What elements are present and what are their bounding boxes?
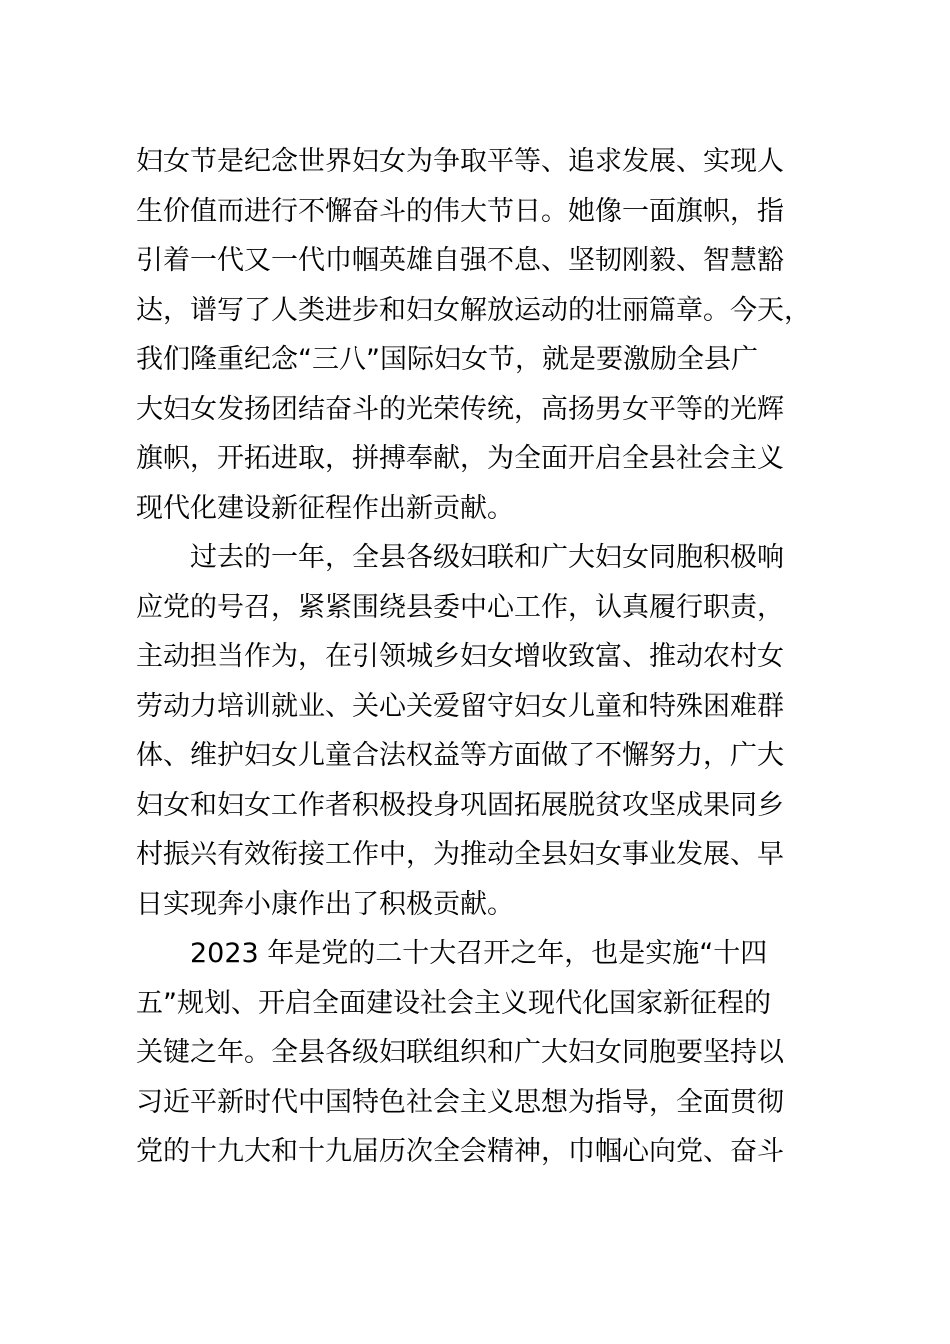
text-line: 主动担当作为，在引领城乡妇女增收致富、推动农村女 [136, 641, 784, 672]
text-line: 党的十九大和十九届历次全会精神，巾帼心向党、奋斗 [136, 1136, 784, 1167]
text-line: 生价值而进行不懈奋斗的伟大节日。她像一面旗帜，指 [136, 195, 784, 227]
text-line: 妇女节是纪念世界妇女为争取平等、追求发展、实现人 [136, 146, 784, 177]
text-line: 习近平新时代中国特色社会主义思想为指导，全面贯彻 [136, 1086, 784, 1118]
text-line: 我们隆重纪念“三八”国际妇女节，就是要激励全县广 [136, 344, 758, 375]
text-line: 旗帜，开拓进取，拼搏奉献，为全面开启全县社会主义 [136, 443, 784, 474]
text-line: 2023 年是党的二十大召开之年，也是实施“十四 [136, 938, 768, 969]
text-line: 大妇女发扬团结奋斗的光荣传统，高扬男女平等的光辉 [136, 393, 784, 425]
text-line: 引着一代又一代巾帼英雄自强不息、坚韧刚毅、智慧豁 [136, 245, 784, 276]
body-text [136, 137, 826, 1177]
text-line: 关键之年。全县各级妇联组织和广大妇女同胞要坚持以 [136, 1037, 784, 1068]
text-line: 达，谱写了人类进步和妇女解放运动的壮丽篇章。今天， [136, 294, 811, 326]
text-line: 妇女和妇女工作者积极投身巩固拓展脱贫攻坚成果同乡 [136, 789, 784, 821]
text-line: 过去的一年，全县各级妇联和广大妇女同胞积极响 [136, 542, 784, 573]
text-line: 体、维护妇女儿童合法权益等方面做了不懈努力，广大 [136, 740, 784, 771]
text-line: 劳动力培训就业、关心关爱留守妇女儿童和特殊困难群 [136, 690, 784, 722]
text-line: 应党的号召，紧紧围绕县委中心工作，认真履行职责， [136, 591, 784, 623]
text-line: 日实现奔小康作出了积极贡献。 [136, 888, 514, 920]
text-line: 村振兴有效衔接工作中，为推动全县妇女事业发展、早 [136, 839, 784, 870]
text-line: 五”规划、开启全面建设社会主义现代化国家新征程的 [136, 987, 771, 1019]
text-line: 现代化建设新征程作出新贡献。 [136, 492, 514, 524]
